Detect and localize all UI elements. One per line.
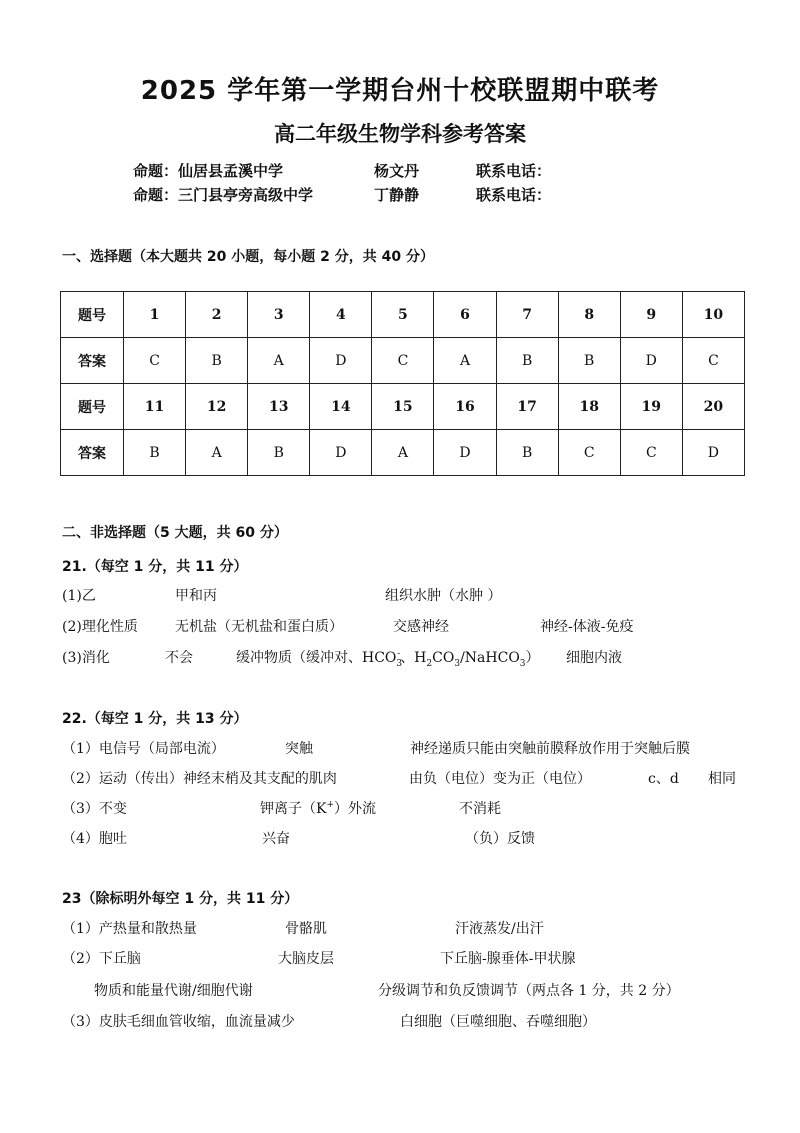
question-number: 13	[248, 384, 310, 430]
question-number: 19	[620, 384, 682, 430]
q22-line-4	[0, 828, 800, 850]
answer-cell: A	[434, 338, 496, 384]
author-name: 杨文丹	[374, 162, 420, 180]
author-school: 仙居县孟溪中学	[178, 162, 284, 180]
answer-cell: D	[682, 430, 744, 476]
answer-text: （负）反馈	[465, 831, 535, 847]
answer-cell: D	[434, 430, 496, 476]
row-label: 答案	[61, 430, 124, 476]
answer-text: （4）胞吐	[62, 831, 127, 847]
answer-text: 不会	[165, 650, 193, 666]
question-number: 12	[186, 384, 248, 430]
question-number: 8	[558, 292, 620, 338]
answer-cell: C	[372, 338, 434, 384]
answer-text: 大脑皮层	[278, 951, 334, 967]
answer-text: 甲和丙	[175, 588, 217, 604]
q22-line-1	[0, 738, 800, 760]
question-number: 14	[310, 384, 372, 430]
answer-cell: B	[186, 338, 248, 384]
answer-table	[60, 291, 745, 476]
answer-cell: D	[620, 338, 682, 384]
answer-text: 无机盐（无机盐和蛋白质）	[175, 619, 343, 635]
question-number: 16	[434, 384, 496, 430]
q23-line-4	[0, 1011, 800, 1033]
answer-cell: D	[310, 338, 372, 384]
section-1-heading: 一、选择题（本大题共 20 小题，每小题 2 分，共 40 分）	[62, 249, 434, 265]
question-number: 18	[558, 384, 620, 430]
answer-text: （3）不变	[62, 801, 127, 817]
q23-line-3	[0, 980, 800, 1002]
answer-text: 分级调节和负反馈调节（两点各 1 分，共 2 分）	[378, 983, 680, 999]
author-name: 丁静静	[374, 186, 420, 204]
answer-text: 白细胞（巨噬细胞、吞噬细胞）	[400, 1014, 596, 1030]
answer-text: 相同	[708, 771, 736, 787]
superscript: +	[326, 800, 335, 811]
subscript: 3	[519, 658, 526, 669]
answer-text: 突触	[285, 741, 313, 757]
answer-text: 骨骼肌	[285, 921, 327, 937]
answer-text: 兴奋	[262, 831, 290, 847]
answer-row	[61, 430, 745, 476]
section-2-heading: 二、非选择题（5 大题，共 60 分）	[62, 525, 288, 541]
question-22-heading: 22.（每空 1 分，共 13 分）	[62, 711, 248, 727]
potassium-answer	[260, 798, 376, 818]
answer-text: 不消耗	[459, 801, 501, 817]
answer-text: 缓冲物质（缓冲对、HCO	[236, 650, 397, 666]
question-number: 11	[124, 384, 186, 430]
subscript: 3	[396, 658, 403, 669]
question-23-heading: 23（除标明外每空 1 分，共 11 分）	[62, 891, 299, 907]
author-phone: 联系电话：	[476, 186, 552, 204]
q21-line-1	[0, 585, 800, 607]
answer-text: 钾离子（K	[260, 801, 327, 817]
answer-cell: A	[372, 430, 434, 476]
question-number: 20	[682, 384, 744, 430]
answer-text: 汗液蒸发/出汗	[455, 921, 544, 937]
answer-text: 神经-体液-免疫	[540, 619, 634, 635]
question-21-heading: 21.（每空 1 分，共 11 分）	[62, 559, 248, 575]
answer-text: 细胞内液	[566, 650, 622, 666]
row-label: 答案	[61, 338, 124, 384]
question-number-row	[61, 292, 745, 338]
answer-text: 交感神经	[393, 619, 449, 635]
question-number: 6	[434, 292, 496, 338]
answer-text: 下丘脑-腺垂体-甲状腺	[440, 951, 576, 967]
question-number: 7	[496, 292, 558, 338]
question-number-row	[61, 384, 745, 430]
question-number: 17	[496, 384, 558, 430]
subscript: 2	[426, 658, 433, 669]
answer-cell: C	[682, 338, 744, 384]
answer-cell: B	[248, 430, 310, 476]
answer-cell: B	[496, 430, 558, 476]
answer-text: （3）皮肤毛细血管收缩，血流量减少	[62, 1014, 295, 1030]
author-label: 命题：	[133, 186, 179, 204]
question-number: 2	[186, 292, 248, 338]
answer-text: 由负（电位）变为正（电位）	[409, 771, 591, 787]
page-title: 2025 学年第一学期台州十校联盟期中联考	[140, 76, 660, 106]
row-label: 题号	[61, 292, 124, 338]
author-label: 命题：	[133, 162, 179, 180]
answer-cell: B	[124, 430, 186, 476]
answer-text: 、H	[400, 650, 427, 666]
answer-text: c、d	[648, 771, 679, 787]
answer-text: /NaHCO	[460, 650, 520, 666]
author-phone: 联系电话：	[476, 162, 552, 180]
answer-text: (3)消化	[62, 650, 110, 666]
answer-text: CO	[432, 650, 455, 666]
answer-row	[61, 338, 745, 384]
subscript: 3	[454, 658, 461, 669]
answer-text: 物质和能量代谢/细胞代谢	[94, 983, 253, 999]
question-number: 9	[620, 292, 682, 338]
answer-text: (2)理化性质	[62, 619, 138, 635]
answer-cell: A	[186, 430, 248, 476]
question-number: 10	[682, 292, 744, 338]
buffer-answer	[236, 647, 540, 669]
q21-line-3	[0, 647, 800, 669]
answer-text: ）外流	[334, 801, 377, 817]
question-number: 4	[310, 292, 372, 338]
answer-text: （2）运动（传出）神经末梢及其支配的肌肉	[62, 771, 337, 787]
row-label: 题号	[61, 384, 124, 430]
author-school: 三门县亭旁高级中学	[178, 186, 314, 204]
question-number: 1	[124, 292, 186, 338]
answer-text: 神经递质只能由突触前膜释放作用于突触后膜	[410, 741, 690, 757]
q22-line-2	[0, 768, 800, 790]
question-number: 15	[372, 384, 434, 430]
answer-cell: A	[248, 338, 310, 384]
superscript: -	[397, 649, 401, 660]
q23-line-2	[0, 948, 800, 970]
answer-text: (1)乙	[62, 588, 96, 604]
question-number: 5	[372, 292, 434, 338]
answer-cell: D	[310, 430, 372, 476]
answer-text: （2）下丘脑	[62, 951, 141, 967]
answer-text: 组织水肿（水肿 ）	[385, 588, 502, 604]
answer-cell: C	[124, 338, 186, 384]
question-number: 3	[248, 292, 310, 338]
answer-cell: C	[558, 430, 620, 476]
answer-text: ）	[525, 650, 540, 666]
q21-line-2	[0, 616, 800, 638]
q23-line-1	[0, 918, 800, 940]
answer-cell: B	[496, 338, 558, 384]
answer-text: （1）产热量和散热量	[62, 921, 197, 937]
q22-line-3	[0, 798, 800, 820]
answer-cell: C	[620, 430, 682, 476]
answer-text: （1）电信号（局部电流）	[62, 741, 225, 757]
page-subtitle: 高二年级生物学科参考答案	[274, 122, 526, 146]
answer-cell: B	[558, 338, 620, 384]
